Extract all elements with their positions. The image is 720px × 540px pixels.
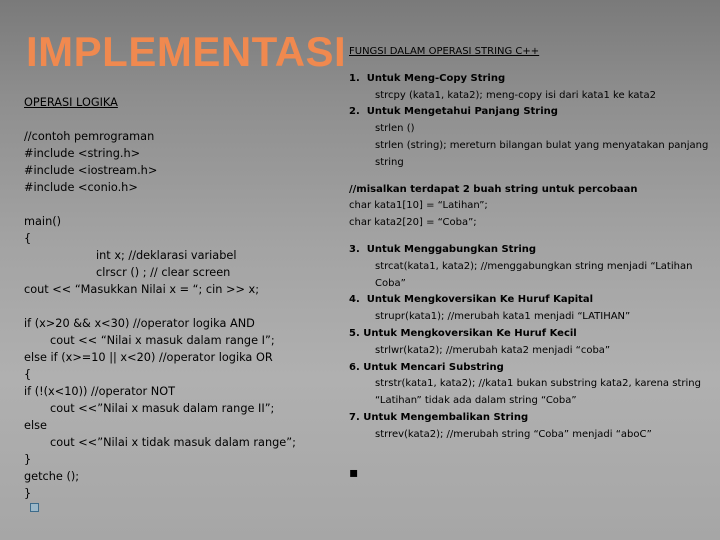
code-line: //contoh pemrograman bbox=[24, 130, 155, 143]
code-line: } bbox=[24, 453, 32, 466]
list-item-title: 4. Untuk Mengkoversikan Ke Huruf Kapital bbox=[349, 294, 594, 306]
list-item-detail: strlen () bbox=[375, 123, 415, 135]
list-item-detail: strlen (string); mereturn bilangan bulat yang menyatakan panjang string bbox=[375, 139, 712, 168]
string-function-list bbox=[349, 61, 712, 444]
code-line bbox=[24, 298, 334, 315]
list-item-title: 1. Untuk Meng-Copy String bbox=[349, 72, 506, 84]
code-line: else bbox=[24, 419, 47, 432]
left-column bbox=[24, 94, 334, 502]
list-item-title: //misalkan terdapat 2 buah string untuk percobaan bbox=[349, 183, 638, 195]
code-line: cout <<”Nilai x tidak masuk dalam range”; bbox=[50, 436, 296, 449]
right-heading: FUNGSI DALAM OPERASI STRING C++ bbox=[349, 46, 540, 57]
code-line: else if (x>=10 || x<20) //operator logika OR bbox=[24, 351, 273, 364]
list-item-title: 5. Untuk Mengkoversikan Ke Huruf Kecil bbox=[349, 327, 577, 339]
list-item-detail: strrev(kata2); //merubah string “Coba” menjadi “aboC” bbox=[375, 428, 652, 440]
list-item-title: 6. Untuk Mencari Substring bbox=[349, 361, 504, 373]
code-listing bbox=[24, 128, 334, 502]
list-item-detail: strlwr(kata2); //merubah kata2 menjadi “coba” bbox=[375, 344, 611, 356]
spacer bbox=[349, 232, 709, 242]
list-item-detail: strcat(kata1, kata2); //menggabungkan string menjadi “Latihan Coba” bbox=[375, 260, 696, 289]
list-item-detail: strupr(kata1); //merubah kata1 menjadi “LATIHAN” bbox=[375, 311, 631, 323]
code-line: { bbox=[24, 368, 32, 381]
code-line: { bbox=[24, 232, 32, 245]
list-item-title: 7. Untuk Mengembalikan String bbox=[349, 411, 529, 423]
code-line: #include <conio.h> bbox=[24, 181, 138, 194]
code-line: char kata2[20] = “Coba”; bbox=[349, 217, 477, 229]
slide-title: IMPLEMENTASI bbox=[26, 28, 347, 75]
code-line: int x; //deklarasi variabel bbox=[96, 249, 237, 262]
code-line bbox=[24, 196, 334, 213]
bullet-square-icon bbox=[30, 503, 39, 512]
list-item-title: 2. Untuk Mengetahui Panjang String bbox=[349, 106, 558, 118]
code-line: getche (); bbox=[24, 470, 80, 483]
bullet-dot-icon: ▪ bbox=[349, 465, 359, 481]
code-line: if (!(x<10)) //operator NOT bbox=[24, 385, 176, 398]
code-line: } bbox=[24, 487, 32, 500]
right-column bbox=[349, 44, 712, 444]
list-item-detail: strstr(kata1, kata2); //kata1 bukan substring kata2, karena string “Latihan” tidak ada dalam string “Coba” bbox=[375, 378, 705, 407]
list-item-detail: strcpy (kata1, kata2); meng-copy isi dari kata1 ke kata2 bbox=[375, 89, 656, 101]
code-line: cout << “Masukkan Nilai x = “; cin >> x; bbox=[24, 283, 260, 296]
code-line: main() bbox=[24, 215, 62, 228]
code-line: char kata1[10] = “Latihan”; bbox=[349, 200, 488, 212]
code-line: #include <string.h> bbox=[24, 147, 141, 160]
code-line: clrscr () ; // clear screen bbox=[96, 266, 231, 279]
spacer bbox=[349, 172, 709, 182]
list-item-title: 3. Untuk Menggabungkan String bbox=[349, 243, 537, 255]
spacer bbox=[349, 61, 709, 71]
left-heading: OPERASI LOGIKA bbox=[24, 96, 118, 109]
code-line: cout << “Nilai x masuk dalam range I”; bbox=[50, 334, 275, 347]
code-line: #include <iostream.h> bbox=[24, 164, 158, 177]
code-line: cout <<”Nilai x masuk dalam range II”; bbox=[50, 402, 275, 415]
code-line: if (x>20 && x<30) //operator logika AND bbox=[24, 317, 255, 330]
